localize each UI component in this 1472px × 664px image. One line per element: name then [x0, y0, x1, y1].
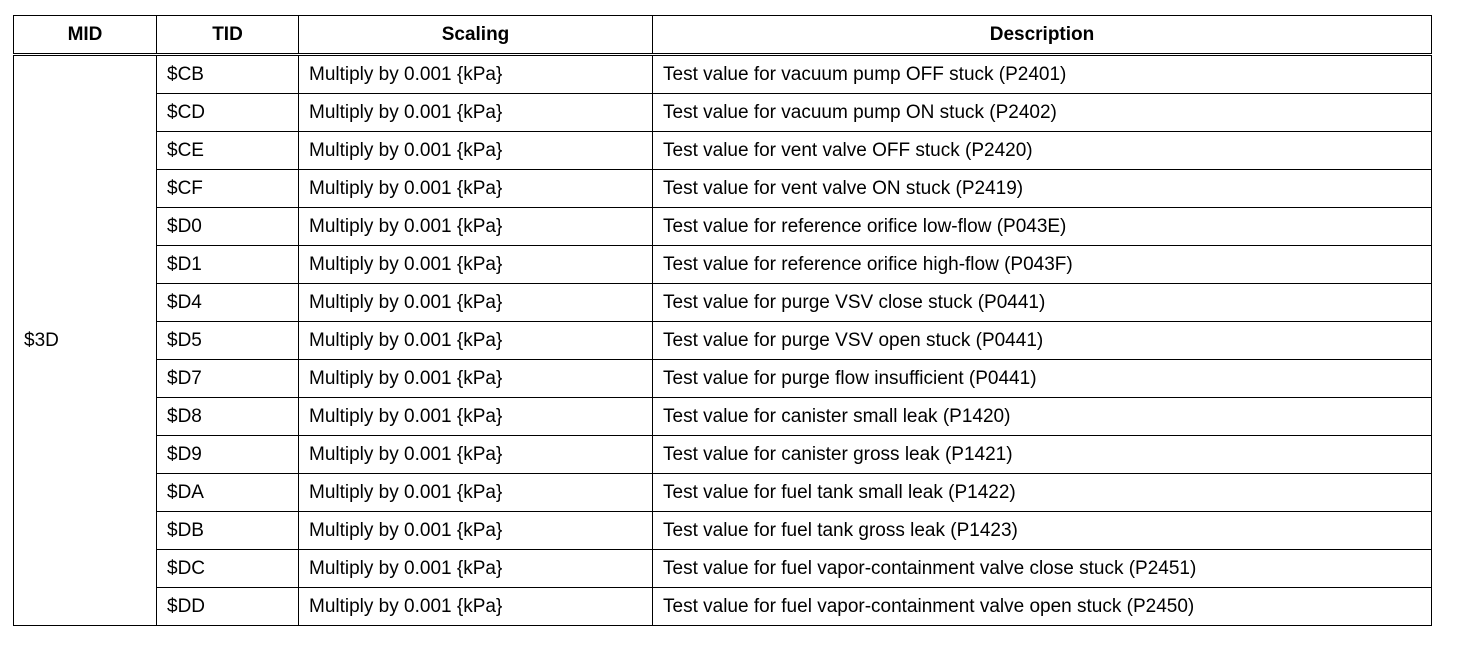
description-cell: Test value for canister gross leak (P1421) — [653, 436, 1432, 474]
tid-cell: $DD — [157, 588, 299, 626]
header-mid: MID — [14, 16, 157, 55]
description-cell: Test value for reference orifice low-flow (P043E) — [653, 208, 1432, 246]
description-cell: Test value for canister small leak (P1420) — [653, 398, 1432, 436]
description-cell: Test value for vacuum pump OFF stuck (P2401) — [653, 55, 1432, 94]
scaling-cell: Multiply by 0.001 {kPa} — [299, 132, 653, 170]
scaling-cell: Multiply by 0.001 {kPa} — [299, 55, 653, 94]
scaling-cell: Multiply by 0.001 {kPa} — [299, 322, 653, 360]
table-row — [14, 436, 1432, 474]
tid-cell: $CB — [157, 55, 299, 94]
description-cell: Test value for fuel tank small leak (P1422) — [653, 474, 1432, 512]
scaling-cell: Multiply by 0.001 {kPa} — [299, 170, 653, 208]
description-cell: Test value for fuel tank gross leak (P1423) — [653, 512, 1432, 550]
scaling-cell: Multiply by 0.001 {kPa} — [299, 284, 653, 322]
tid-cell: $D1 — [157, 246, 299, 284]
scaling-cell: Multiply by 0.001 {kPa} — [299, 436, 653, 474]
description-cell: Test value for vacuum pump ON stuck (P2402) — [653, 94, 1432, 132]
tid-cell: $CF — [157, 170, 299, 208]
tid-cell: $CE — [157, 132, 299, 170]
table-row — [14, 55, 1432, 94]
table-row — [14, 322, 1432, 360]
scaling-cell: Multiply by 0.001 {kPa} — [299, 246, 653, 284]
table-row — [14, 132, 1432, 170]
tid-cell: $D8 — [157, 398, 299, 436]
tid-cell: $D0 — [157, 208, 299, 246]
table-row — [14, 588, 1432, 626]
table-row — [14, 246, 1432, 284]
tid-cell: $D4 — [157, 284, 299, 322]
table-row — [14, 474, 1432, 512]
tid-cell: $DC — [157, 550, 299, 588]
description-cell: Test value for purge VSV close stuck (P0441) — [653, 284, 1432, 322]
table-body — [14, 55, 1432, 626]
description-cell: Test value for reference orifice high-flow (P043F) — [653, 246, 1432, 284]
table-row — [14, 550, 1432, 588]
scaling-cell: Multiply by 0.001 {kPa} — [299, 398, 653, 436]
table-row — [14, 94, 1432, 132]
mid-tid-table — [13, 15, 1432, 626]
scaling-cell: Multiply by 0.001 {kPa} — [299, 550, 653, 588]
table-row — [14, 284, 1432, 322]
description-cell: Test value for fuel vapor-containment valve close stuck (P2451) — [653, 550, 1432, 588]
tid-cell: $D9 — [157, 436, 299, 474]
description-cell: Test value for purge flow insufficient (P0441) — [653, 360, 1432, 398]
table-row — [14, 170, 1432, 208]
tid-cell: $DB — [157, 512, 299, 550]
scaling-cell: Multiply by 0.001 {kPa} — [299, 588, 653, 626]
header-scaling: Scaling — [299, 16, 653, 55]
scaling-cell: Multiply by 0.001 {kPa} — [299, 474, 653, 512]
table-row — [14, 208, 1432, 246]
table-row — [14, 512, 1432, 550]
description-cell: Test value for vent valve ON stuck (P2419) — [653, 170, 1432, 208]
tid-cell: $CD — [157, 94, 299, 132]
table-row — [14, 360, 1432, 398]
table-row — [14, 398, 1432, 436]
header-row — [14, 16, 1432, 55]
description-cell: Test value for purge VSV open stuck (P0441) — [653, 322, 1432, 360]
tid-cell: $D5 — [157, 322, 299, 360]
scaling-cell: Multiply by 0.001 {kPa} — [299, 208, 653, 246]
header-description: Description — [653, 16, 1432, 55]
header-tid: TID — [157, 16, 299, 55]
scaling-cell: Multiply by 0.001 {kPa} — [299, 512, 653, 550]
tid-cell: $DA — [157, 474, 299, 512]
mid-cell: $3D — [14, 55, 157, 626]
scaling-cell: Multiply by 0.001 {kPa} — [299, 360, 653, 398]
table-header — [14, 16, 1432, 55]
scaling-cell: Multiply by 0.001 {kPa} — [299, 94, 653, 132]
description-cell: Test value for vent valve OFF stuck (P2420) — [653, 132, 1432, 170]
tid-cell: $D7 — [157, 360, 299, 398]
description-cell: Test value for fuel vapor-containment valve open stuck (P2450) — [653, 588, 1432, 626]
